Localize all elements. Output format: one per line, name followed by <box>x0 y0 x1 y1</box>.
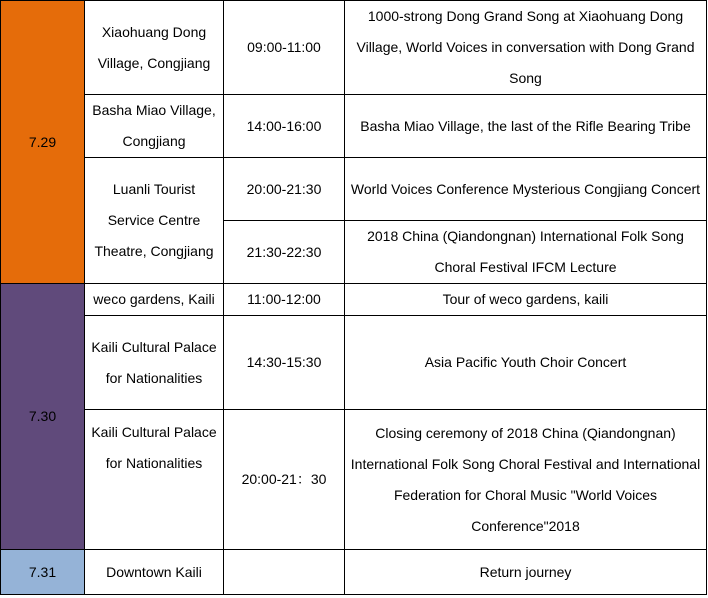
venue-cell: Xiaohuang Dong Village, Congjiang <box>85 1 224 95</box>
table-row <box>1 1 707 95</box>
time-cell: 14:30-15:30 <box>224 316 345 410</box>
time-cell: 20:00-21：30 <box>224 410 345 550</box>
table-row <box>1 316 707 410</box>
venue-cell: Downtown Kaili <box>85 550 224 595</box>
event-cell: Closing ceremony of 2018 China (Qiandongnan) International Folk Song Choral Festival and International Federation for Choral Music "World Voices Conference"2018 <box>345 410 707 550</box>
event-cell: Asia Pacific Youth Choir Concert <box>345 316 707 410</box>
date-cell: 7.31 <box>1 550 85 595</box>
event-cell: 2018 China (Qiandongnan) International Folk Song Choral Festival IFCM Lecture <box>345 221 707 284</box>
table-row <box>1 284 707 316</box>
venue-cell: Kaili Cultural Palace for Nationalities <box>85 316 224 410</box>
table-row <box>1 158 707 221</box>
event-cell: Basha Miao Village, the last of the Rifle Bearing Tribe <box>345 95 707 158</box>
time-cell: 09:00-11:00 <box>224 1 345 95</box>
table-row <box>1 550 707 595</box>
event-cell: 1000-strong Dong Grand Song at Xiaohuang Dong Village, World Voices in conversation with Dong Grand Song <box>345 1 707 95</box>
date-cell: 7.29 <box>1 1 85 284</box>
time-cell: 11:00-12:00 <box>224 284 345 316</box>
time-cell: 14:00-16:00 <box>224 95 345 158</box>
venue-cell: Basha Miao Village, Congjiang <box>85 95 224 158</box>
time-cell <box>224 550 345 595</box>
date-cell: 7.30 <box>1 284 85 550</box>
table-row <box>1 410 707 550</box>
venue-cell: Luanli Tourist Service Centre Theatre, Congjiang <box>85 158 224 284</box>
event-cell: Tour of weco gardens, kaili <box>345 284 707 316</box>
time-cell: 20:00-21:30 <box>224 158 345 221</box>
event-cell: World Voices Conference Mysterious Congjiang Concert <box>345 158 707 221</box>
event-cell: Return journey <box>345 550 707 595</box>
venue-cell: weco gardens, Kaili <box>85 284 224 316</box>
time-cell: 21:30-22:30 <box>224 221 345 284</box>
venue-cell: Kaili Cultural Palace for Nationalities <box>85 410 224 550</box>
table-row <box>1 95 707 158</box>
